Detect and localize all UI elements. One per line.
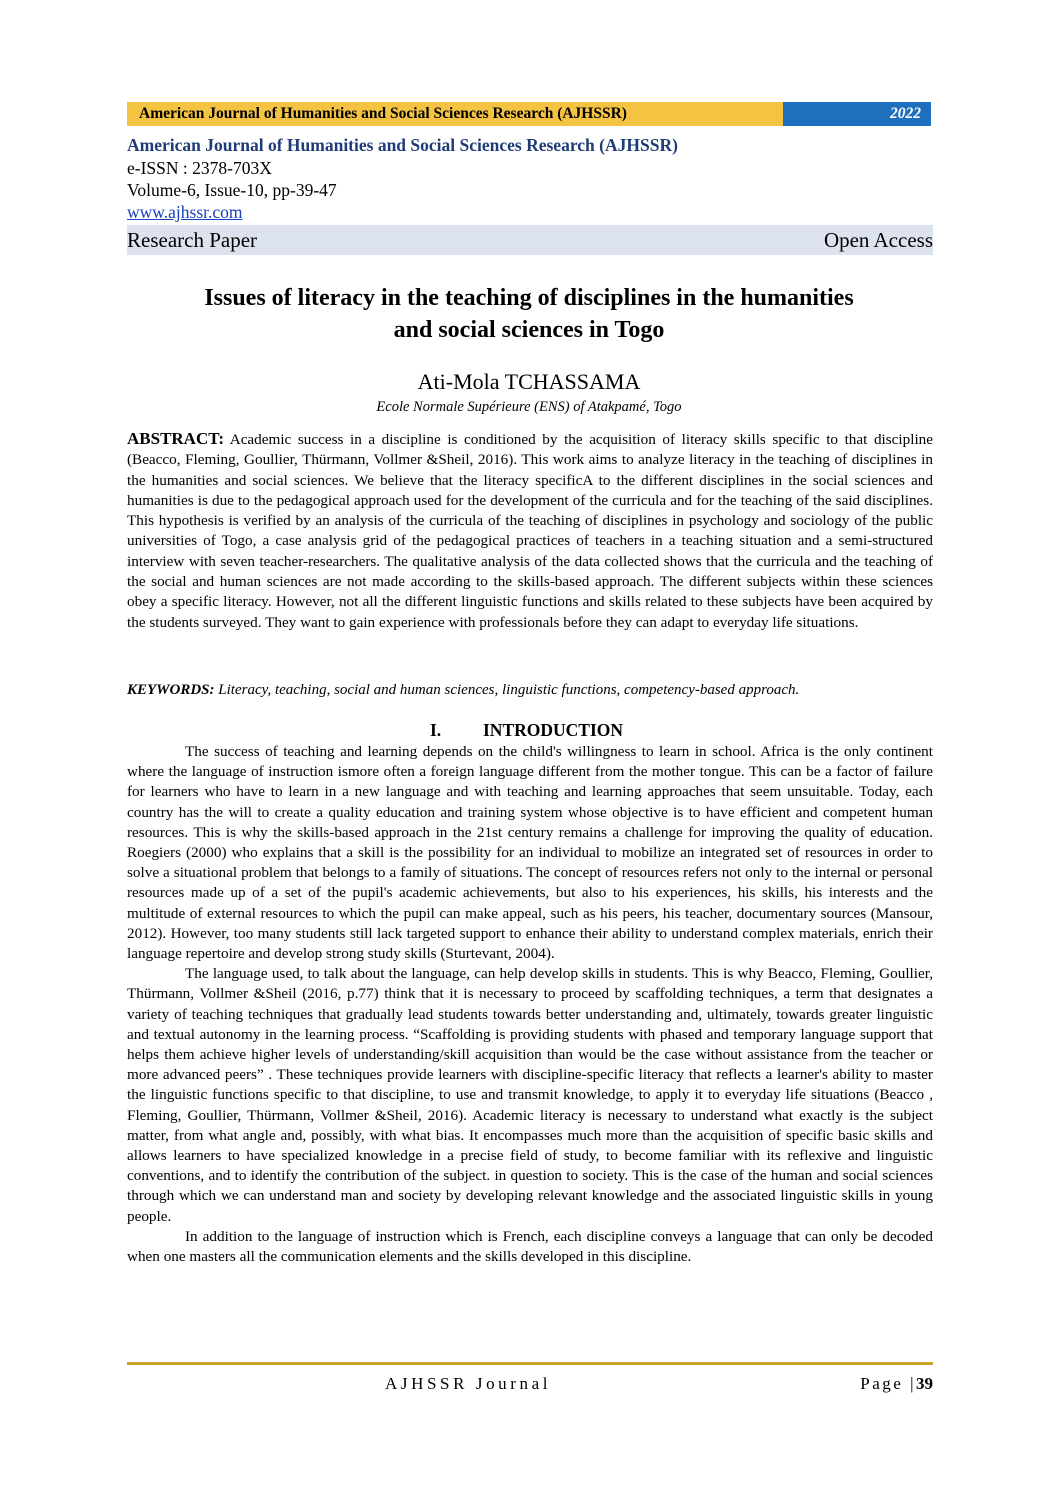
keywords-label: KEYWORDS: — [127, 682, 215, 698]
paper-title-line-1: Issues of literacy in the teaching of disciplines in the humanities — [204, 285, 854, 311]
body-text — [127, 742, 933, 1267]
paper-type: Research Paper — [127, 227, 258, 252]
journal-website-link[interactable]: www.ajhssr.com — [127, 202, 243, 222]
keywords-text: Literacy, teaching, social and human sciences, linguistic functions, competency-based approach. — [214, 682, 800, 698]
paper-title-line-2: and social sciences in Togo — [393, 317, 665, 343]
body-paragraph-2: The language used, to talk about the language, can help develop skills in students. This is why Beacco, Fleming, Goullier, Thürmann, Vollmer &Sheil (2016, p.77) think that it is necessary to proceed by scaffolding techniques, a term that designates a variety of teaching techniques that gradually lead students towards better understanding and, ultimately, towards greater linguistic and textual autonomy in the learning process. “Scaffolding is providing students with phased and temporary language support that helps them achieve higher levels of understanding/skill acquisition than would be the case without assistance from the teacher or more advanced peers” . These techniques provide learners with discipline-specific literacy that reflects a learner's ability to master the linguistic functions specific to that discipline, to use and transmit knowledge, to apply it to everyday life situations (Beacco , Fleming, Goullier, Thürmann, Vollmer &Sheil, 2016). Academic literacy is necessary to understand what exactly is the subject matter, from what angle and, possibly, with what bias. It encompasses much more than the acquisition of specific basic skills and allows learners to have specialized knowledge in a precise field of study, to become familiar with its reflexive and linguistic conventions, and to identify the contribution of the subject. in question to society. This is the case of the human and social sciences through which we can understand man and society by developing relevant knowledge and the associated linguistic skills in young people. — [127, 965, 933, 1225]
keywords — [127, 680, 933, 700]
footer-page-number: 39 — [916, 1374, 933, 1393]
footer-page-label: Page | — [860, 1374, 916, 1393]
abstract — [127, 429, 933, 633]
footer-page — [860, 1373, 933, 1395]
eissn-label: e-ISSN : — [127, 158, 193, 178]
section-title: INTRODUCTION — [483, 720, 624, 740]
section-number: I. — [430, 720, 442, 740]
body-paragraph-1: The success of teaching and learning depends on the child's willingness to learn in school. Africa is the only continent where the language of instruction ismore often a foreign language different from the mother tongue. This can be a factor of failure for learners who have to learn in a new language and with teaching and learning approaches that seem unsuitable. Today, each country has the will to create a quality education and training system whose objective is to have efficient and competent human resources. This is why the skills-based approach in the 21st century remains a challenge for improving the quality of education. Roegiers (2000) who explains that a skill is the possibility for an individual to mobilize an integrated set of resources in order to solve a situational problem that belongs to a family of situations. The concept of resources refers not only to the internal or personal resources made up of a set of the pupil's academic achievements, but also to his experiences, his skills, his interests and the multitude of external resources to which the pupil can make appeal, such as his peers, his teacher, documentary sources (Mansour, 2012). However, too many students still lack targeted support to enhance their ability to understand complex materials, enrich their language repertoire and develop strong study skills (Sturtevant, 2004). — [127, 743, 933, 963]
running-header-year: 2022 — [783, 102, 931, 126]
footer-rule — [127, 1362, 933, 1365]
author-name: Ati-Mola TCHASSAMA — [417, 369, 641, 394]
eissn-line — [127, 157, 933, 179]
footer-journal: AJHSSR Journal — [385, 1374, 552, 1393]
author-affiliation: Ecole Normale Supérieure (ENS) of Atakpamé, Togo — [376, 399, 682, 415]
body-paragraph-3: In addition to the language of instruction which is French, each discipline conveys a language that can only be decoded when one masters all the communication elements and the skills developed in this discipline. — [127, 1227, 933, 1266]
paper-type-bar — [127, 225, 933, 255]
abstract-label: ABSTRACT: — [127, 429, 224, 448]
running-header-journal: American Journal of Humanities and Social Sciences Research (AJHSSR) — [127, 102, 783, 126]
journal-name: American Journal of Humanities and Social Sciences Research (AJHSSR) — [127, 135, 678, 155]
journal-info — [127, 133, 933, 255]
running-header — [127, 102, 931, 126]
paper-title — [127, 282, 931, 346]
access-type: Open Access — [823, 227, 933, 252]
eissn-value: 2378-703X — [192, 158, 272, 178]
volume-line: Volume-6, Issue-10, pp-39-47 — [127, 180, 337, 200]
abstract-text: Academic success in a discipline is conditioned by the acquisition of literacy skills specific to that discipline (Beacco, Fleming, Goullier, Thürmann, Vollmer &Sheil, 2016). This work aims to analyze literacy in the teaching of disciplines in the humanities and social sciences. We believe that the literacy specificA to the different disciplines in the social sciences and humanities is due to the pedagogical approach used for the development of the curricula and for the teaching of the said disciplines. This hypothesis is verified by an analysis of the curricula of the teaching of disciplines in psychology and sociology of the public universities of Togo, a case analysis grid of the pedagogical practices of teachers in a teaching situation and a semi-structured interview with seven teacher-researchers. The qualitative analysis of the data collected shows that the curricula and the teaching of the social and human sciences are not made according to the skills-based approach. The different subjects within these sciences obey a specific literacy. However, not all the different linguistic functions and skills related to these subjects have been acquired by the students surveyed. They want to gain experience with professionals before they can adapt to everyday life situations. — [127, 431, 933, 631]
